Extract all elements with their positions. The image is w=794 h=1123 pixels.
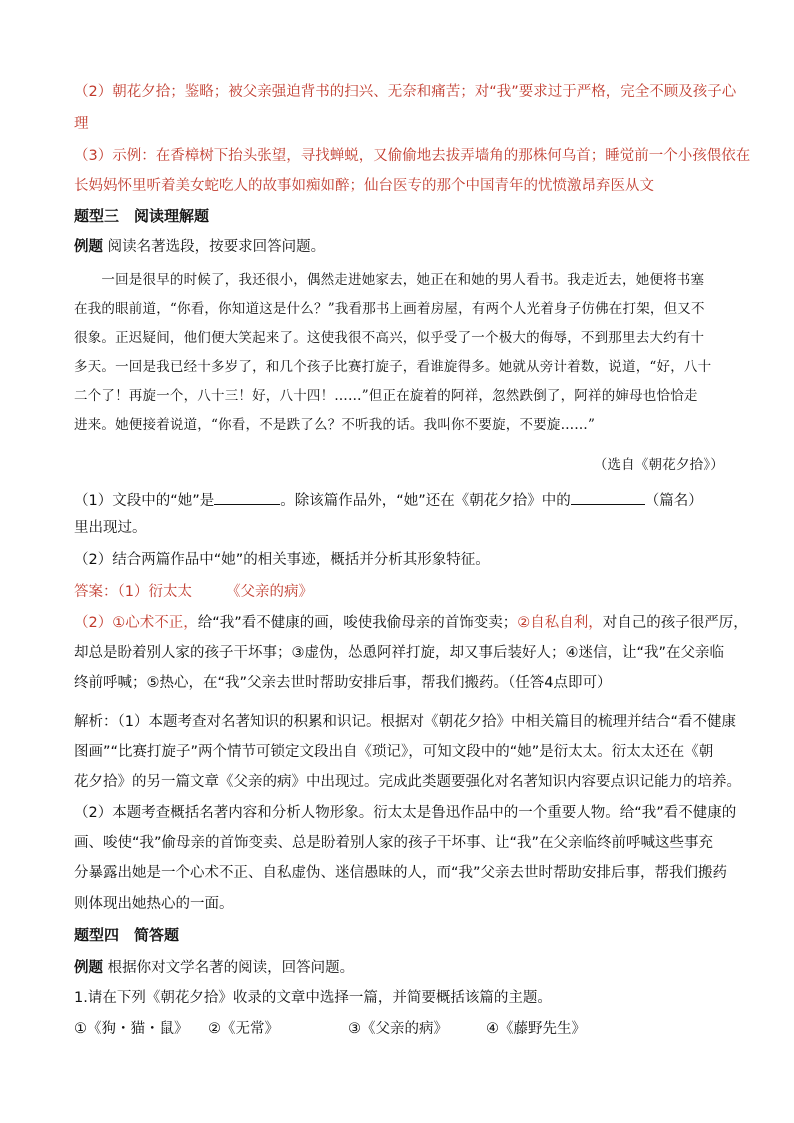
passage-line-1: 一回是很早的时候了，我还很小，偶然走进她家去，她正在和她的男人看书。我走近去，她便将书塞	[74, 272, 705, 288]
blank-1[interactable]	[214, 490, 280, 505]
section-4-example: 例题 根据你对文学名著的阅读，回答问题。	[74, 960, 355, 976]
answer-2-line-1b: （2）①心术不正，给“我”看不健康的画，唆使我偷母亲的首饰变卖；②自私自利，对自己的孩子很严厉，	[74, 615, 748, 631]
section-3-heading: 题型三 阅读理解题	[74, 207, 210, 225]
option-1: ①《狗・猫・鼠》	[74, 1021, 189, 1037]
passage-line-2: 在我的眼前道，“你看，你知道这是什么？”我看那书上画着房屋，有两个人光着身子仿佛在打架，但又不	[74, 301, 705, 317]
example-instruction: 阅读名著选段，按要求回答问题。	[107, 239, 326, 255]
section-4-heading: 题型四 简答题	[74, 926, 180, 944]
answer-2-line-2b: 却总是盼着别人家的孩子干坏事；③虚伪，怂恿阿祥打旋，却又事后装好人；④迷信，让“我”在父亲临	[74, 645, 725, 661]
answer-2-line-1: （2）朝花夕拾；鉴略；被父亲强迫背书的扫兴、无奈和痛苦；对“我”要求过于严格，完全不顾及孩子心	[74, 84, 737, 100]
question-1-line-1: （1）文段中的“她”是 。除该篇作品外，“她”还在《朝花夕拾》中的 （篇名）	[74, 490, 703, 511]
question-2: （2）结合两篇作品中“她”的相关事迹，概括并分析其形象特征。	[74, 552, 490, 568]
analysis-line-7: 则体现出她热心的一面。	[74, 896, 234, 912]
answer-line-1: 答案：（1）衍太太 《父亲的病》	[74, 584, 313, 600]
blank-2[interactable]	[571, 490, 645, 505]
analysis-line-6: 分暴露出她是一个心术不正、自私虚伪、迷信愚昧的人，而“我”父亲去世时帮助安排后事，帮我们搬药	[74, 865, 728, 881]
analysis-line-3: 花夕拾》的另一篇文章《父亲的病》中出现过。完成此类题要强化对名著知识内容要点识记能力的培养。	[74, 774, 741, 790]
section-4-options	[74, 1019, 586, 1039]
answer-2-line-2: 理	[74, 116, 89, 132]
passage-line-4: 多天。一回是我已经十多岁了，和几个孩子比赛打旋子，看谁旋得多。她就从旁计着数，说道，“好，八十	[74, 359, 712, 375]
passage-line-3: 很象。正迟疑间，他们便大笑起来了。这使我很不高兴，似乎受了一个极大的侮辱，不到那里去大约有十	[74, 330, 705, 346]
passage-line-6: 进来。她便接着说道，“你看，不是跌了么？不听我的话。我叫你不要旋，不要旋……”	[74, 417, 596, 433]
analysis-line-1: 解析：（1）本题考查对名著知识的积累和识记。根据对《朝花夕拾》中相关篇目的梳理并结合“看不健康	[74, 714, 736, 730]
section-4-question-1: 1.请在下列《朝花夕拾》收录的文章中选择一篇，并简要概括该篇的主题。	[74, 990, 552, 1006]
answer-2-line-3b: 终前呼喊；⑤热心，在“我”父亲去世时帮助安排后事，帮我们搬药。（任答4点即可）	[74, 675, 612, 691]
option-3: ③《父亲的病》	[348, 1021, 448, 1037]
option-4: ④《藤野先生》	[486, 1021, 586, 1037]
analysis-line-5: 画、唆使“我”偷母亲的首饰变卖、总是盼着别人家的孩子干坏事、让“我”在父亲临终前呼喊这些事充	[74, 835, 714, 851]
section-3-example	[74, 237, 325, 257]
answer-3-line-1: （3）示例：在香樟树下抬头张望，寻找蝉蜕，又偷偷地去拔弄墙角的那株何乌首；睡觉前一个小孩偎依在	[74, 148, 751, 164]
analysis-line-4: （2）本题考查概括名著内容和分析人物形象。衍太太是鲁迅作品中的一个重要人物。给“我”看不健康的	[74, 805, 737, 821]
option-2: ②《无常》	[208, 1021, 279, 1037]
passage-line-5: 二个了！再旋一个，八十三！好，八十四！……”但正在旋着的阿祥，忽然跌倒了，阿祥的婶母也恰恰走	[74, 388, 698, 404]
question-1-line-2: 里出现过。	[74, 520, 147, 536]
analysis-line-2: 图画”“比赛打旋子”两个情节可锁定文段出自《琐记》，可知文段中的“她”是衍太太。衍太太还在《朝	[74, 744, 714, 760]
example-label: 例题	[74, 239, 103, 255]
passage-source: （选自《朝花夕拾》）	[593, 457, 724, 473]
answer-3-line-2: 长妈妈怀里听着美女蛇吃人的故事如痴如醉；仙台医专的那个中国青年的忧愤激昂弃医从文	[74, 178, 654, 194]
